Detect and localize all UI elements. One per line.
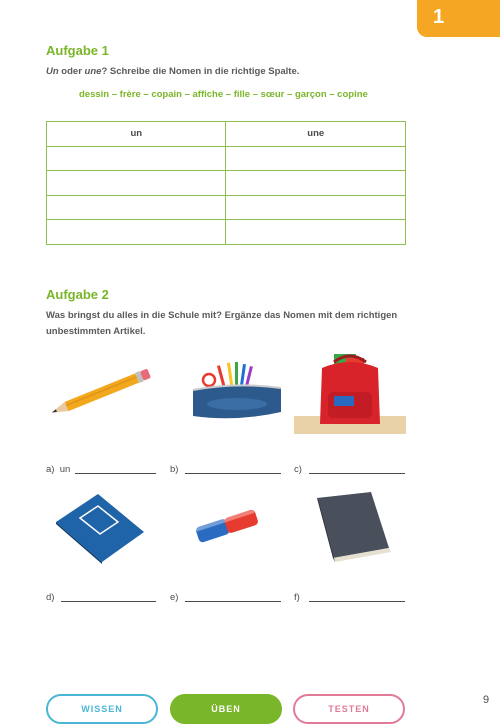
eraser-icon xyxy=(192,506,262,546)
chapter-tab xyxy=(417,0,500,37)
table-header-row xyxy=(47,122,406,147)
answer-line-a[interactable] xyxy=(75,473,156,474)
notebook-icon xyxy=(52,492,148,564)
task2-instruction-line2: unbestimmten Artikel. xyxy=(46,326,146,337)
testen-button[interactable]: TESTEN xyxy=(293,694,405,724)
table-cell[interactable] xyxy=(47,195,226,220)
pencil-icon xyxy=(44,368,156,418)
answer-line-c[interactable] xyxy=(309,473,405,474)
book-icon xyxy=(313,490,393,564)
answer-label-f: f) xyxy=(294,592,300,603)
column-header-un: un xyxy=(47,122,226,147)
answer-prefill-a: un xyxy=(59,464,71,475)
page-number: 9 xyxy=(483,694,490,706)
table-cell[interactable] xyxy=(47,220,226,245)
table-cell[interactable] xyxy=(226,146,406,171)
noun-table xyxy=(46,121,406,245)
task1-instruction: Un oder une? Schreibe die Nomen in die richtige Spalte. xyxy=(46,66,300,77)
answer-label-b: b) xyxy=(170,464,179,475)
answer-label-d: d) xyxy=(46,592,55,603)
task2-heading: Aufgabe 2 xyxy=(46,287,109,302)
answer-line-b[interactable] xyxy=(185,473,281,474)
table-row xyxy=(47,146,406,171)
table-row xyxy=(47,171,406,196)
answer-line-f[interactable] xyxy=(309,601,405,602)
ueben-button[interactable]: ÜBEN xyxy=(170,694,282,724)
table-cell[interactable] xyxy=(226,220,406,245)
answer-label-a: a) un xyxy=(46,464,71,475)
table-cell[interactable] xyxy=(226,171,406,196)
backpack-icon xyxy=(294,352,406,434)
table-cell[interactable] xyxy=(47,146,226,171)
table-row xyxy=(47,220,406,245)
answer-label-c: c) xyxy=(294,464,302,475)
word-bank: dessin – frère – copain – affiche – fille – sœur – garçon – copine xyxy=(79,89,368,100)
task2-instruction-line1: Was bringst du alles in die Schule mit? Ergänze das Nomen mit dem richtigen xyxy=(46,310,398,321)
answer-line-d[interactable] xyxy=(61,601,156,602)
answer-label-e: e) xyxy=(170,592,179,603)
chapter-number: 1 xyxy=(433,6,445,28)
pencil-case-icon xyxy=(187,360,289,424)
column-header-une: une xyxy=(226,122,406,147)
table-cell[interactable] xyxy=(226,195,406,220)
wissen-button[interactable]: WISSEN xyxy=(46,694,158,724)
task1-heading: Aufgabe 1 xyxy=(46,43,109,58)
answer-line-e[interactable] xyxy=(185,601,281,602)
table-cell[interactable] xyxy=(47,171,226,196)
table-row xyxy=(47,195,406,220)
